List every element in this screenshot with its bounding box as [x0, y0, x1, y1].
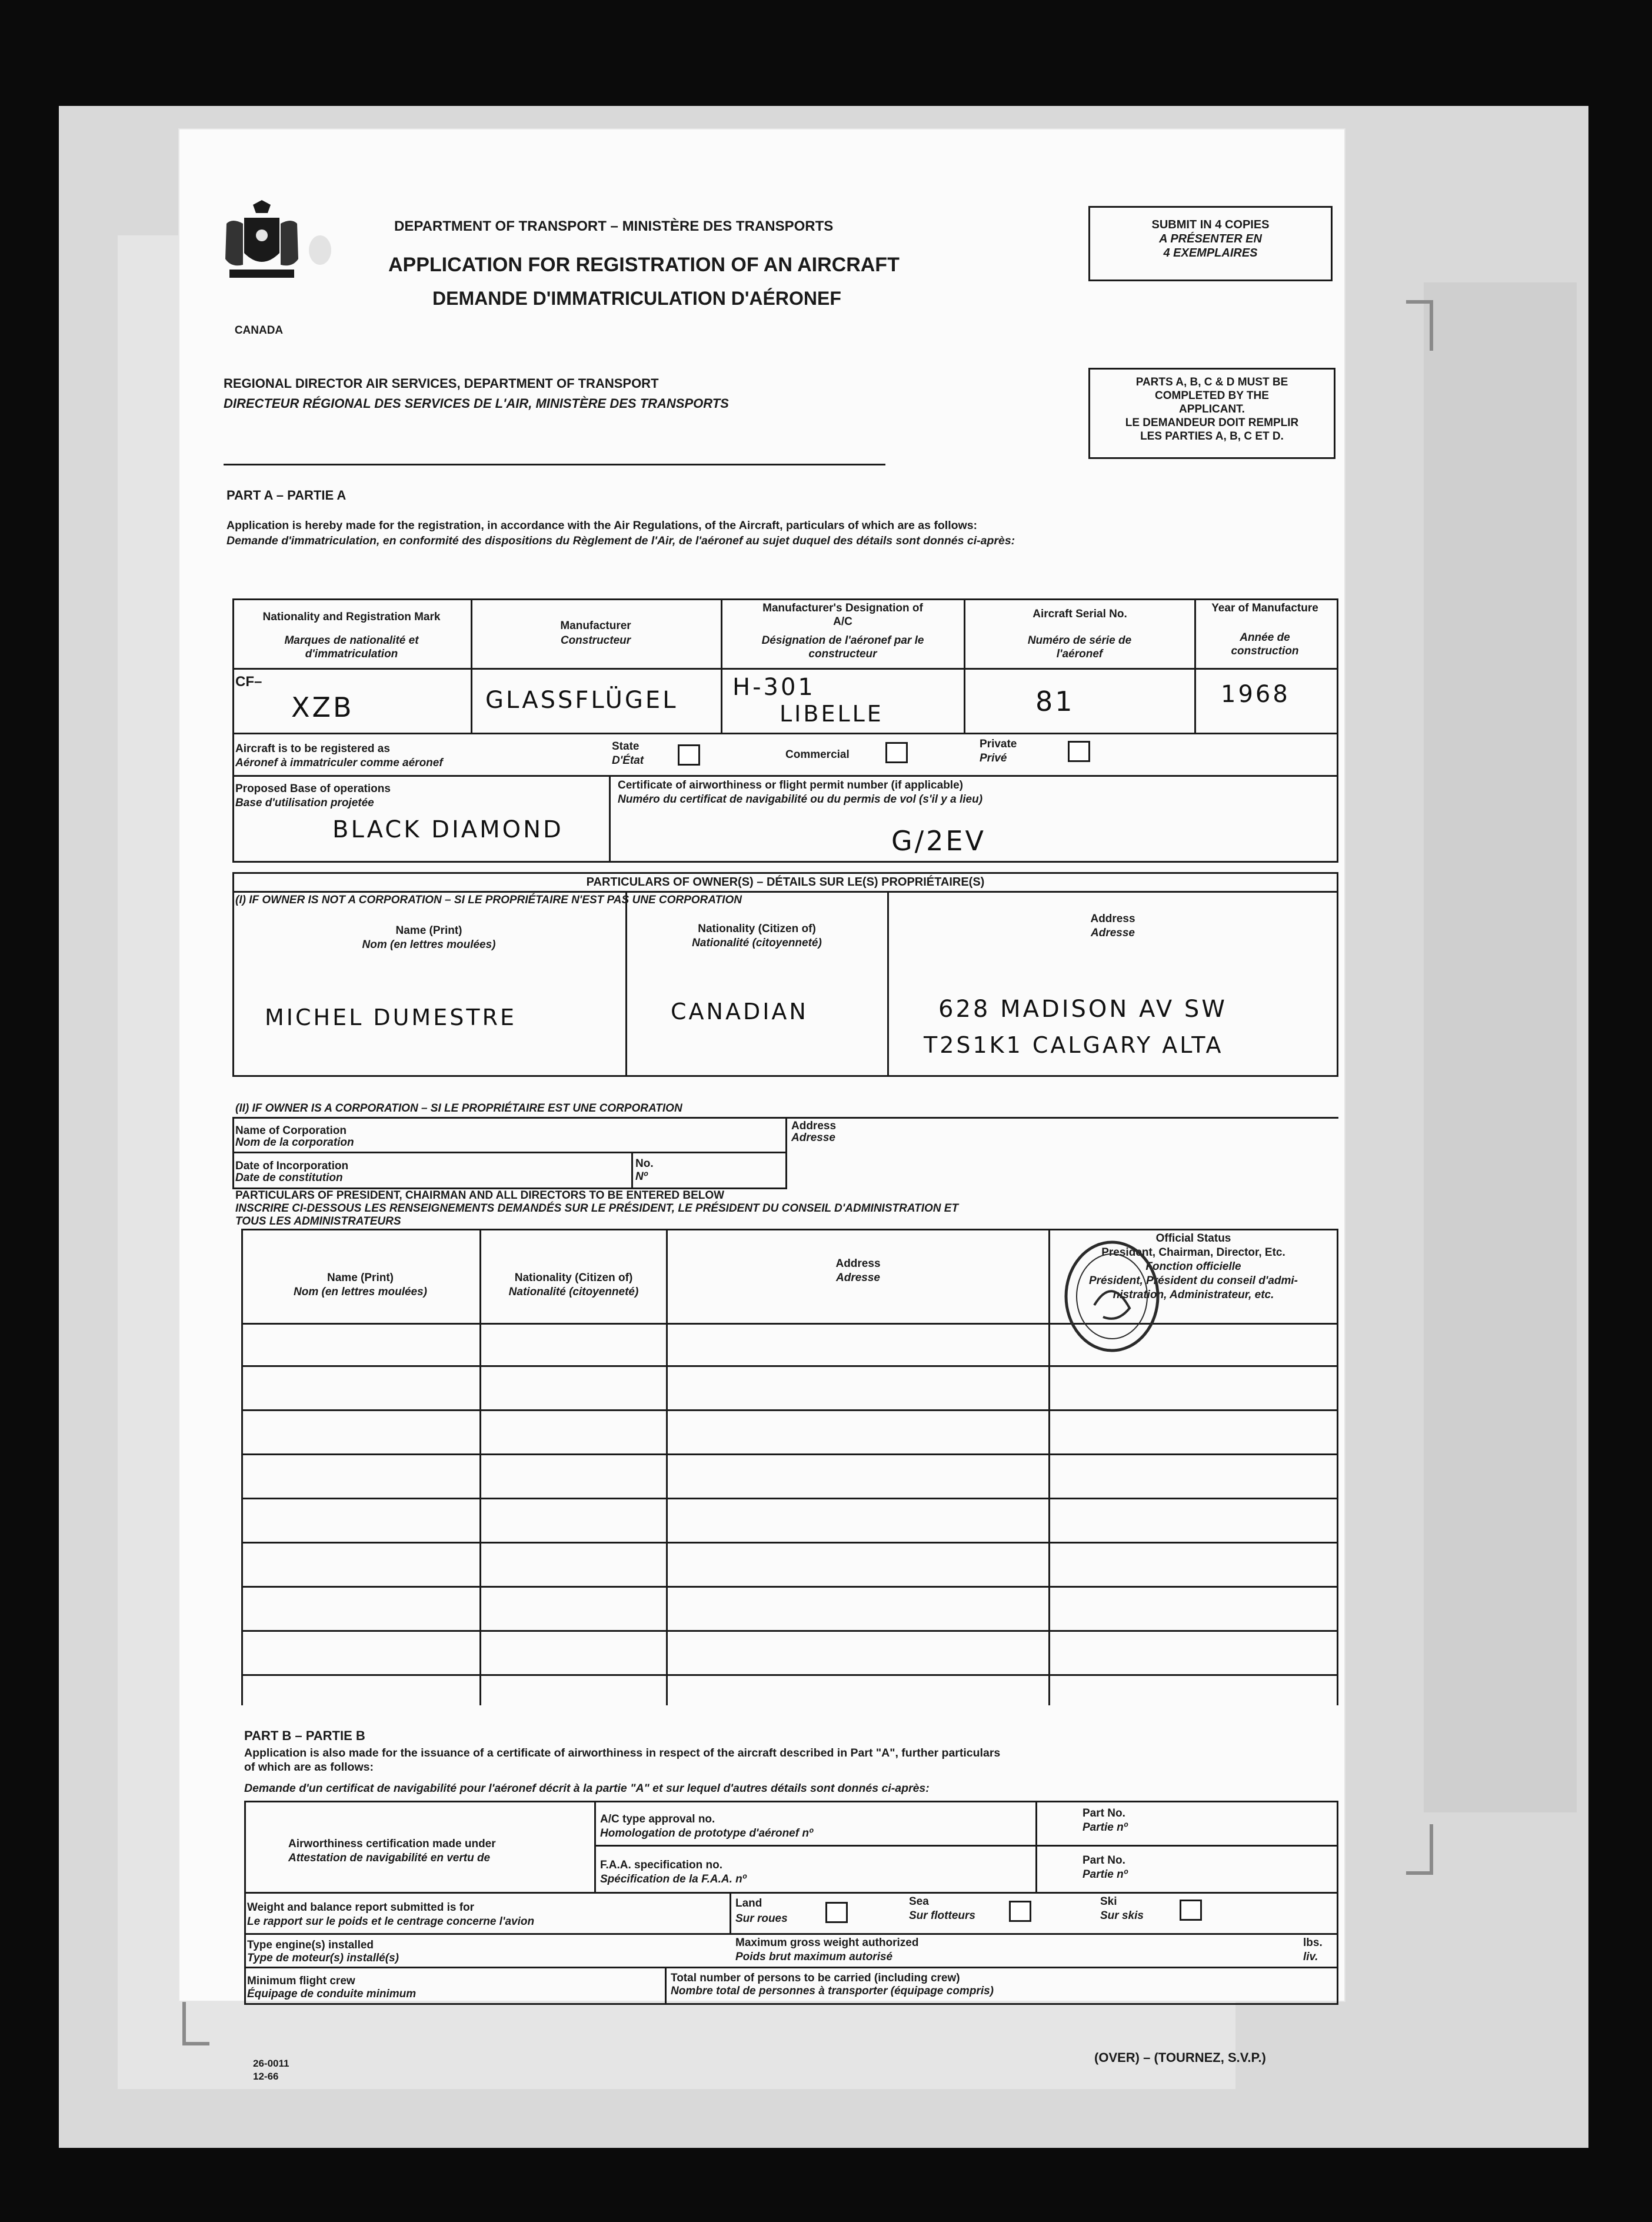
canada-label: CANADA	[234, 324, 284, 337]
form-title-en: APPLICATION FOR REGISTRATION OF AN AIRCRAFT	[388, 254, 900, 276]
col-nationality-en: Nationality and Registration Mark	[262, 611, 441, 623]
base-label-fr: Base d'utilisation projetée	[235, 797, 374, 809]
designation-value-1[interactable]: H-301	[732, 674, 815, 701]
directors-heading-en: PARTICULARS OF PRESIDENT, CHAIRMAN AND ALL DIRECTORS TO BE ENTERED BELOW	[235, 1189, 725, 1202]
official-status-en-1: Official Status	[1155, 1232, 1231, 1245]
director-name-label-en: Name (Print)	[327, 1272, 394, 1284]
owner-address-label-en: Address	[1090, 913, 1135, 925]
weight-label-fr: Le rapport sur le poids et le centrage concerne l'avion	[247, 1915, 535, 1928]
persons-label-fr: Nombre total de personnes à transporter (équipage compris)	[671, 1985, 994, 1997]
owner-address-line-2[interactable]: T2S1K1 CALGARY ALTA	[924, 1032, 1224, 1058]
part-b-intro-en-2: of which are as follows:	[244, 1761, 374, 1774]
corp-name-label-fr: Nom de la corporation	[235, 1136, 354, 1149]
designation-value-2[interactable]: LIBELLE	[780, 701, 884, 727]
faa-label-fr: Spécification de la F.A.A. nº	[600, 1873, 747, 1885]
ski-label-en: Ski	[1100, 1895, 1117, 1908]
parts-required-box: PARTS A, B, C & D MUST BE COMPLETED BY THE APPLICANT. LE DEMANDEUR DOIT REMPLIR LES PARTIES A, B, C ET D.	[1088, 368, 1335, 459]
gross-weight-label-fr: Poids brut maximum autorisé	[735, 1951, 893, 1963]
owner-nationality-label-en: Nationality (Citizen of)	[698, 923, 816, 935]
private-label-en: Private	[980, 738, 1017, 750]
department-heading: DEPARTMENT OF TRANSPORT – MINISTÈRE DES TRANSPORTS	[394, 218, 834, 234]
corp-no-label-fr: Nº	[635, 1170, 648, 1183]
official-status-fr-3: nistration, Administrateur, etc.	[1113, 1289, 1274, 1301]
corp-address-label-fr: Adresse	[791, 1132, 835, 1144]
regional-address-line	[224, 464, 885, 465]
owner-nationality-label-fr: Nationalité (citoyenneté)	[692, 937, 822, 949]
land-label-en: Land	[735, 1897, 762, 1910]
corp-name-label-en: Name of Corporation	[235, 1125, 347, 1137]
owner-address-label-fr: Adresse	[1091, 927, 1135, 939]
form-number: 26-0011	[253, 2058, 289, 2069]
register-as-en: Aircraft is to be registered as	[235, 743, 390, 755]
crew-row	[244, 1967, 1338, 2005]
col-nationality-fr: Marques de nationalité et d'immatriculation	[284, 634, 419, 660]
engine-label-en: Type engine(s) installed	[247, 1939, 374, 1951]
cf-prefix: CF–	[235, 674, 262, 690]
owner-name-label-fr: Nom (en lettres moulées)	[362, 939, 496, 951]
sea-label-en: Sea	[909, 1895, 929, 1908]
land-label-fr: Sur roues	[735, 1912, 788, 1925]
commercial-checkbox[interactable]	[885, 742, 908, 763]
part-a-heading: PART A – PARTIE A	[227, 488, 347, 503]
state-label-fr: D'État	[612, 754, 644, 767]
over-note: (OVER) – (TOURNEZ, S.V.P.)	[1094, 2050, 1266, 2065]
official-stamp-icon	[1062, 1235, 1162, 1358]
not-corporation-heading: (I) IF OWNER IS NOT A CORPORATION – SI LE PROPRIÉTAIRE N'EST PAS UNE CORPORATION	[235, 894, 742, 906]
part-b-intro-en-1: Application is also made for the issuance of a certificate of airworthiness in respect of the aircraft described in Part "A", further particulars	[244, 1747, 1001, 1759]
base-value[interactable]: BLACK DIAMOND	[332, 816, 564, 843]
official-status-fr-1: Fonction officielle	[1145, 1260, 1241, 1273]
regional-director-en: REGIONAL DIRECTOR AIR SERVICES, DEPARTMENT OF TRANSPORT	[224, 376, 659, 391]
official-status-en-2: President, Chairman, Director, Etc.	[1101, 1246, 1285, 1259]
aircraft-particulars-table	[232, 598, 1338, 863]
part-a-intro-fr: Demande d'immatriculation, en conformité des dispositions du Règlement de l'Air, de l'aéronef au sujet duquel des détails sont donnés ci-après:	[227, 534, 1015, 547]
col-designation-en: Manufacturer's Designation of A/C	[762, 602, 923, 628]
director-address-label-en: Address	[835, 1258, 881, 1270]
underlying-page-shadow	[1424, 282, 1577, 1812]
weight-label-en: Weight and balance report submitted is for	[247, 1901, 475, 1914]
director-nationality-label-en: Nationality (Citizen of)	[514, 1272, 633, 1284]
sea-label-fr: Sur flotteurs	[909, 1910, 975, 1922]
director-nationality-label-fr: Nationalité (citoyenneté)	[508, 1286, 639, 1298]
certificate-label-en: Certificate of airworthiness or flight permit number (if applicable)	[618, 779, 963, 791]
col-year-fr: Année de construction	[1231, 631, 1299, 657]
col-manufacturer-fr: Constructeur	[560, 634, 631, 647]
ac-type-label-fr: Homologation de prototype d'aéronef nº	[600, 1827, 813, 1840]
director-address-label-fr: Adresse	[836, 1272, 880, 1284]
corp-no-label-en: No.	[635, 1157, 654, 1170]
crew-label-en: Minimum flight crew	[247, 1975, 355, 1987]
registration-form	[179, 129, 1344, 2082]
col-manufacturer-en: Manufacturer	[560, 620, 631, 632]
register-as-fr: Aéronef à immatriculer comme aéronef	[235, 757, 443, 769]
ac-type-label-en: A/C type approval no.	[600, 1813, 715, 1825]
serial-no-value[interactable]: 81	[1035, 686, 1075, 717]
part-b-intro-fr: Demande d'un certificat de navigabilité pour l'aéronef décrit à la partie "A" et sur lequel d'autres détails sont donnés ci-après:	[244, 1782, 930, 1795]
land-checkbox[interactable]	[825, 1902, 848, 1923]
date-incorporation-label-en: Date of Incorporation	[235, 1160, 349, 1172]
submit-copies-box: SUBMIT IN 4 COPIES A PRÉSENTER EN 4 EXEMPLAIRES	[1088, 206, 1333, 281]
regional-director-fr: DIRECTEUR RÉGIONAL DES SERVICES DE L'AIR, MINISTÈRE DES TRANSPORTS	[224, 396, 729, 411]
ski-label-fr: Sur skis	[1100, 1910, 1144, 1922]
date-incorporation-label-fr: Date de constitution	[235, 1172, 343, 1184]
owner-address-line-1[interactable]: 628 MADISON AV SW	[938, 996, 1227, 1023]
part-b-table	[244, 1801, 1338, 1965]
registration-mark-value[interactable]: XZB	[291, 691, 354, 723]
owners-heading: PARTICULARS OF OWNER(S) – DÉTAILS SUR LE(S) PROPRIÉTAIRE(S)	[586, 876, 985, 889]
state-label-en: State	[612, 740, 640, 753]
directors-heading-fr-1: INSCRIRE CI-DESSOUS LES RENSEIGNEMENTS DEMANDÉS SUR LE PRÉSIDENT, LE PRÉSIDENT DU CONSEIL D'ADMINISTRATION ET	[235, 1202, 959, 1215]
corporation-section	[232, 1095, 1338, 1236]
airworthiness-label-fr: Attestation de navigabilité en vertu de	[288, 1852, 491, 1864]
director-name-label-fr: Nom (en lettres moulées)	[294, 1286, 427, 1298]
certificate-label-fr: Numéro du certificat de navigabilité ou du permis de vol (s'il y a lieu)	[618, 793, 983, 806]
corporation-heading: (II) IF OWNER IS A CORPORATION – SI LE PROPRIÉTAIRE EST UNE CORPORATION	[235, 1102, 682, 1115]
part-no-label-fr-1: Partie nº	[1083, 1821, 1128, 1834]
directors-heading-fr-2: TOUS LES ADMINISTRATEURS	[235, 1215, 401, 1228]
gross-weight-label-en: Maximum gross weight authorized	[735, 1937, 919, 1949]
faa-label-en: F.A.A. specification no.	[600, 1859, 722, 1871]
private-checkbox[interactable]	[1068, 741, 1090, 762]
corp-address-label-en: Address	[791, 1120, 837, 1132]
owner-table	[232, 872, 1338, 1119]
sea-checkbox[interactable]	[1009, 1901, 1031, 1922]
form-title-fr: DEMANDE D'IMMATRICULATION D'AÉRONEF	[432, 288, 841, 309]
manufacturer-value[interactable]: GLASSFLÜGEL	[485, 687, 678, 714]
coat-of-arms-icon	[221, 200, 303, 282]
airworthiness-label-en: Airworthiness certification made under	[288, 1838, 496, 1850]
liv-label: liv.	[1303, 1951, 1318, 1963]
part-no-label-fr-2: Partie nº	[1083, 1868, 1128, 1881]
ski-checkbox[interactable]	[1180, 1900, 1202, 1921]
base-label-en: Proposed Base of operations	[235, 783, 391, 795]
certificate-value[interactable]: G/2EV	[891, 825, 986, 857]
col-year-en: Year of Manufacture	[1211, 602, 1318, 614]
col-serial-en: Aircraft Serial No.	[1032, 608, 1127, 620]
part-b-heading: PART B – PARTIE B	[244, 1728, 365, 1743]
year-value[interactable]: 1968	[1221, 681, 1290, 708]
form-date: 12-66	[253, 2071, 279, 2082]
persons-label-en: Total number of persons to be carried (including crew)	[671, 1972, 960, 1984]
owner-name-label-en: Name (Print)	[395, 924, 462, 937]
state-checkbox[interactable]	[678, 744, 700, 766]
private-label-fr: Privé	[980, 752, 1007, 764]
part-no-label-en-2: Part No.	[1083, 1854, 1125, 1867]
col-designation-fr: Désignation de l'aéronef par le constructeur	[761, 634, 924, 660]
crew-label-fr: Équipage de conduite minimum	[247, 1988, 417, 2000]
part-no-label-en-1: Part No.	[1083, 1807, 1125, 1819]
part-a-intro-en: Application is hereby made for the registration, in accordance with the Air Regulations, of the Aircraft, particulars of which are as follows:	[227, 519, 978, 532]
directors-table	[241, 1229, 1338, 1705]
engine-label-fr: Type de moteur(s) installé(s)	[247, 1952, 399, 1964]
owner-name-value[interactable]: MICHEL DUMESTRE	[265, 1004, 517, 1030]
owner-nationality-value[interactable]: CANADIAN	[671, 999, 808, 1024]
official-status-fr-2: Président, Président du conseil d'admi-	[1088, 1275, 1298, 1287]
col-serial-fr: Numéro de série de l'aéronef	[1027, 634, 1132, 660]
commercial-label: Commercial	[785, 749, 850, 761]
lbs-label: lbs.	[1303, 1937, 1323, 1949]
